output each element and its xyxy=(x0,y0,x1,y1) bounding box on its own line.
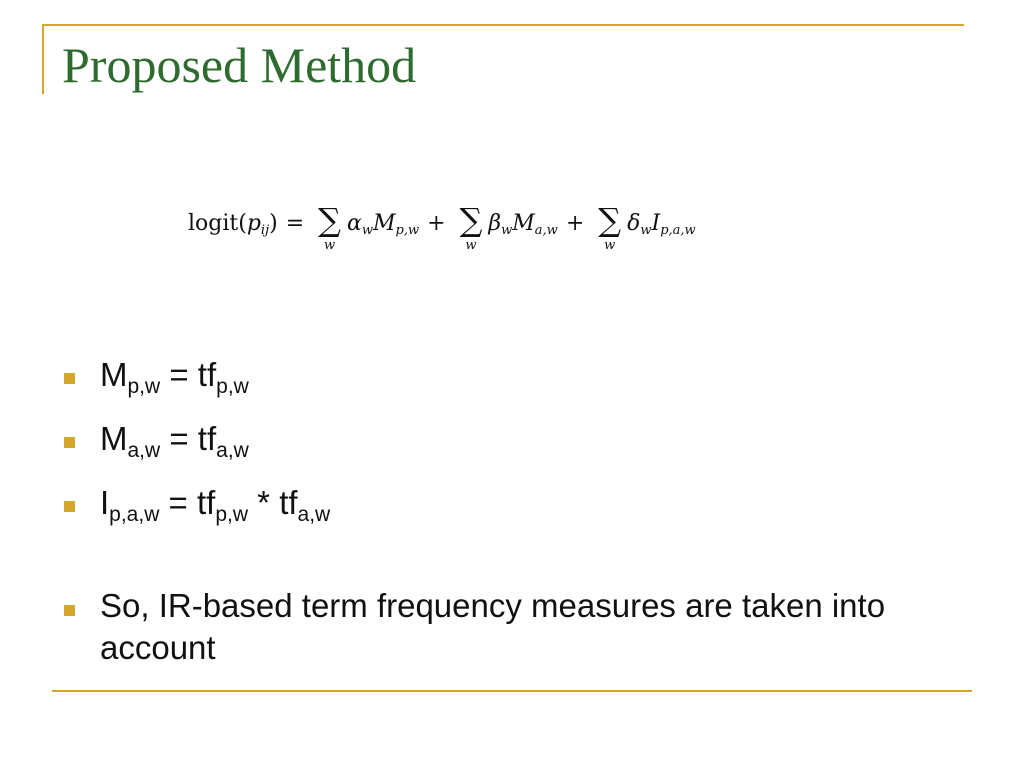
logit-formula xyxy=(188,201,696,253)
bullet-item-ipaw: $I_{p,a,w} = tf_{p,w} * tf_{a,w}$ xyxy=(62,481,962,537)
formula-plus-2: + xyxy=(565,211,585,236)
square-bullet-icon xyxy=(64,605,75,616)
square-bullet-icon xyxy=(64,373,75,384)
bullet-list xyxy=(62,353,962,677)
formula-equals: = xyxy=(285,211,305,236)
summation-3: ∑ w xyxy=(598,201,622,253)
summation-2: ∑ w xyxy=(459,201,483,253)
top-frame-line xyxy=(42,24,964,26)
left-frame-line xyxy=(42,24,44,94)
formula-term-2: $\beta_wM_{a,w}$ xyxy=(488,211,558,238)
bullet-item-mpw: $M_{p,w} = tf_{p,w}$ xyxy=(62,353,962,409)
square-bullet-icon xyxy=(64,437,75,448)
formula-term-3: $\delta_wI_{p,a,w}$ xyxy=(627,211,696,238)
formula-plus-1: + xyxy=(427,211,446,236)
slide-title: Proposed Method xyxy=(62,37,417,93)
formula-term-1: $\alpha_wM_{p,w}$ xyxy=(347,211,420,238)
bullet-item-conclusion: So, IR-based term frequency measures are taken into account xyxy=(62,585,962,669)
summation-1: ∑ w xyxy=(318,201,341,253)
square-bullet-icon xyxy=(64,501,75,512)
bullet-item-maw: $M_{a,w} = tf_{a,w}$ xyxy=(62,417,962,473)
formula-lhs: $logit(p_{ij})$ xyxy=(188,211,278,238)
bottom-divider xyxy=(52,690,972,692)
